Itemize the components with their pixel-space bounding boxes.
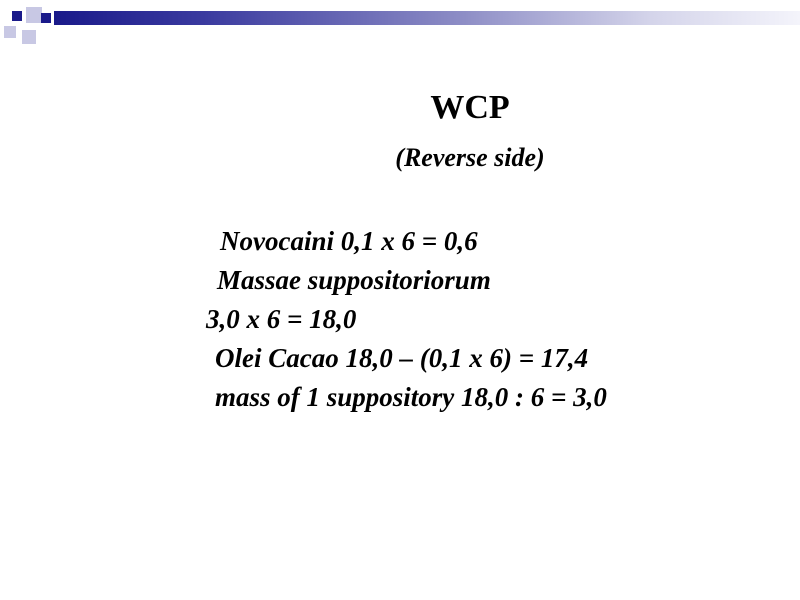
header-decoration xyxy=(0,0,800,50)
decor-square-light-2 xyxy=(4,26,16,38)
decor-square-dark-2 xyxy=(41,13,51,23)
calc-line-cocoa-butter: Olei Cacao 18,0 – (0,1 x 6) = 17,4 xyxy=(215,343,589,373)
slide-title: WCP xyxy=(430,89,510,126)
decor-square-dark-1 xyxy=(12,11,22,21)
slide-subtitle: (Reverse side) xyxy=(395,143,545,172)
calc-line-base-total: 3,0 x 6 = 18,0 xyxy=(206,304,357,334)
calc-line-single-mass: mass of 1 suppository 18,0 : 6 = 3,0 xyxy=(215,382,607,412)
calc-line-novocaine: Novocaini 0,1 x 6 = 0,6 xyxy=(220,226,478,256)
header-gradient-bar xyxy=(54,11,800,25)
calc-line-suppository-base: Massae suppositoriorum xyxy=(217,265,491,295)
decor-square-light-3 xyxy=(22,30,36,44)
decor-square-light-1 xyxy=(26,7,42,23)
